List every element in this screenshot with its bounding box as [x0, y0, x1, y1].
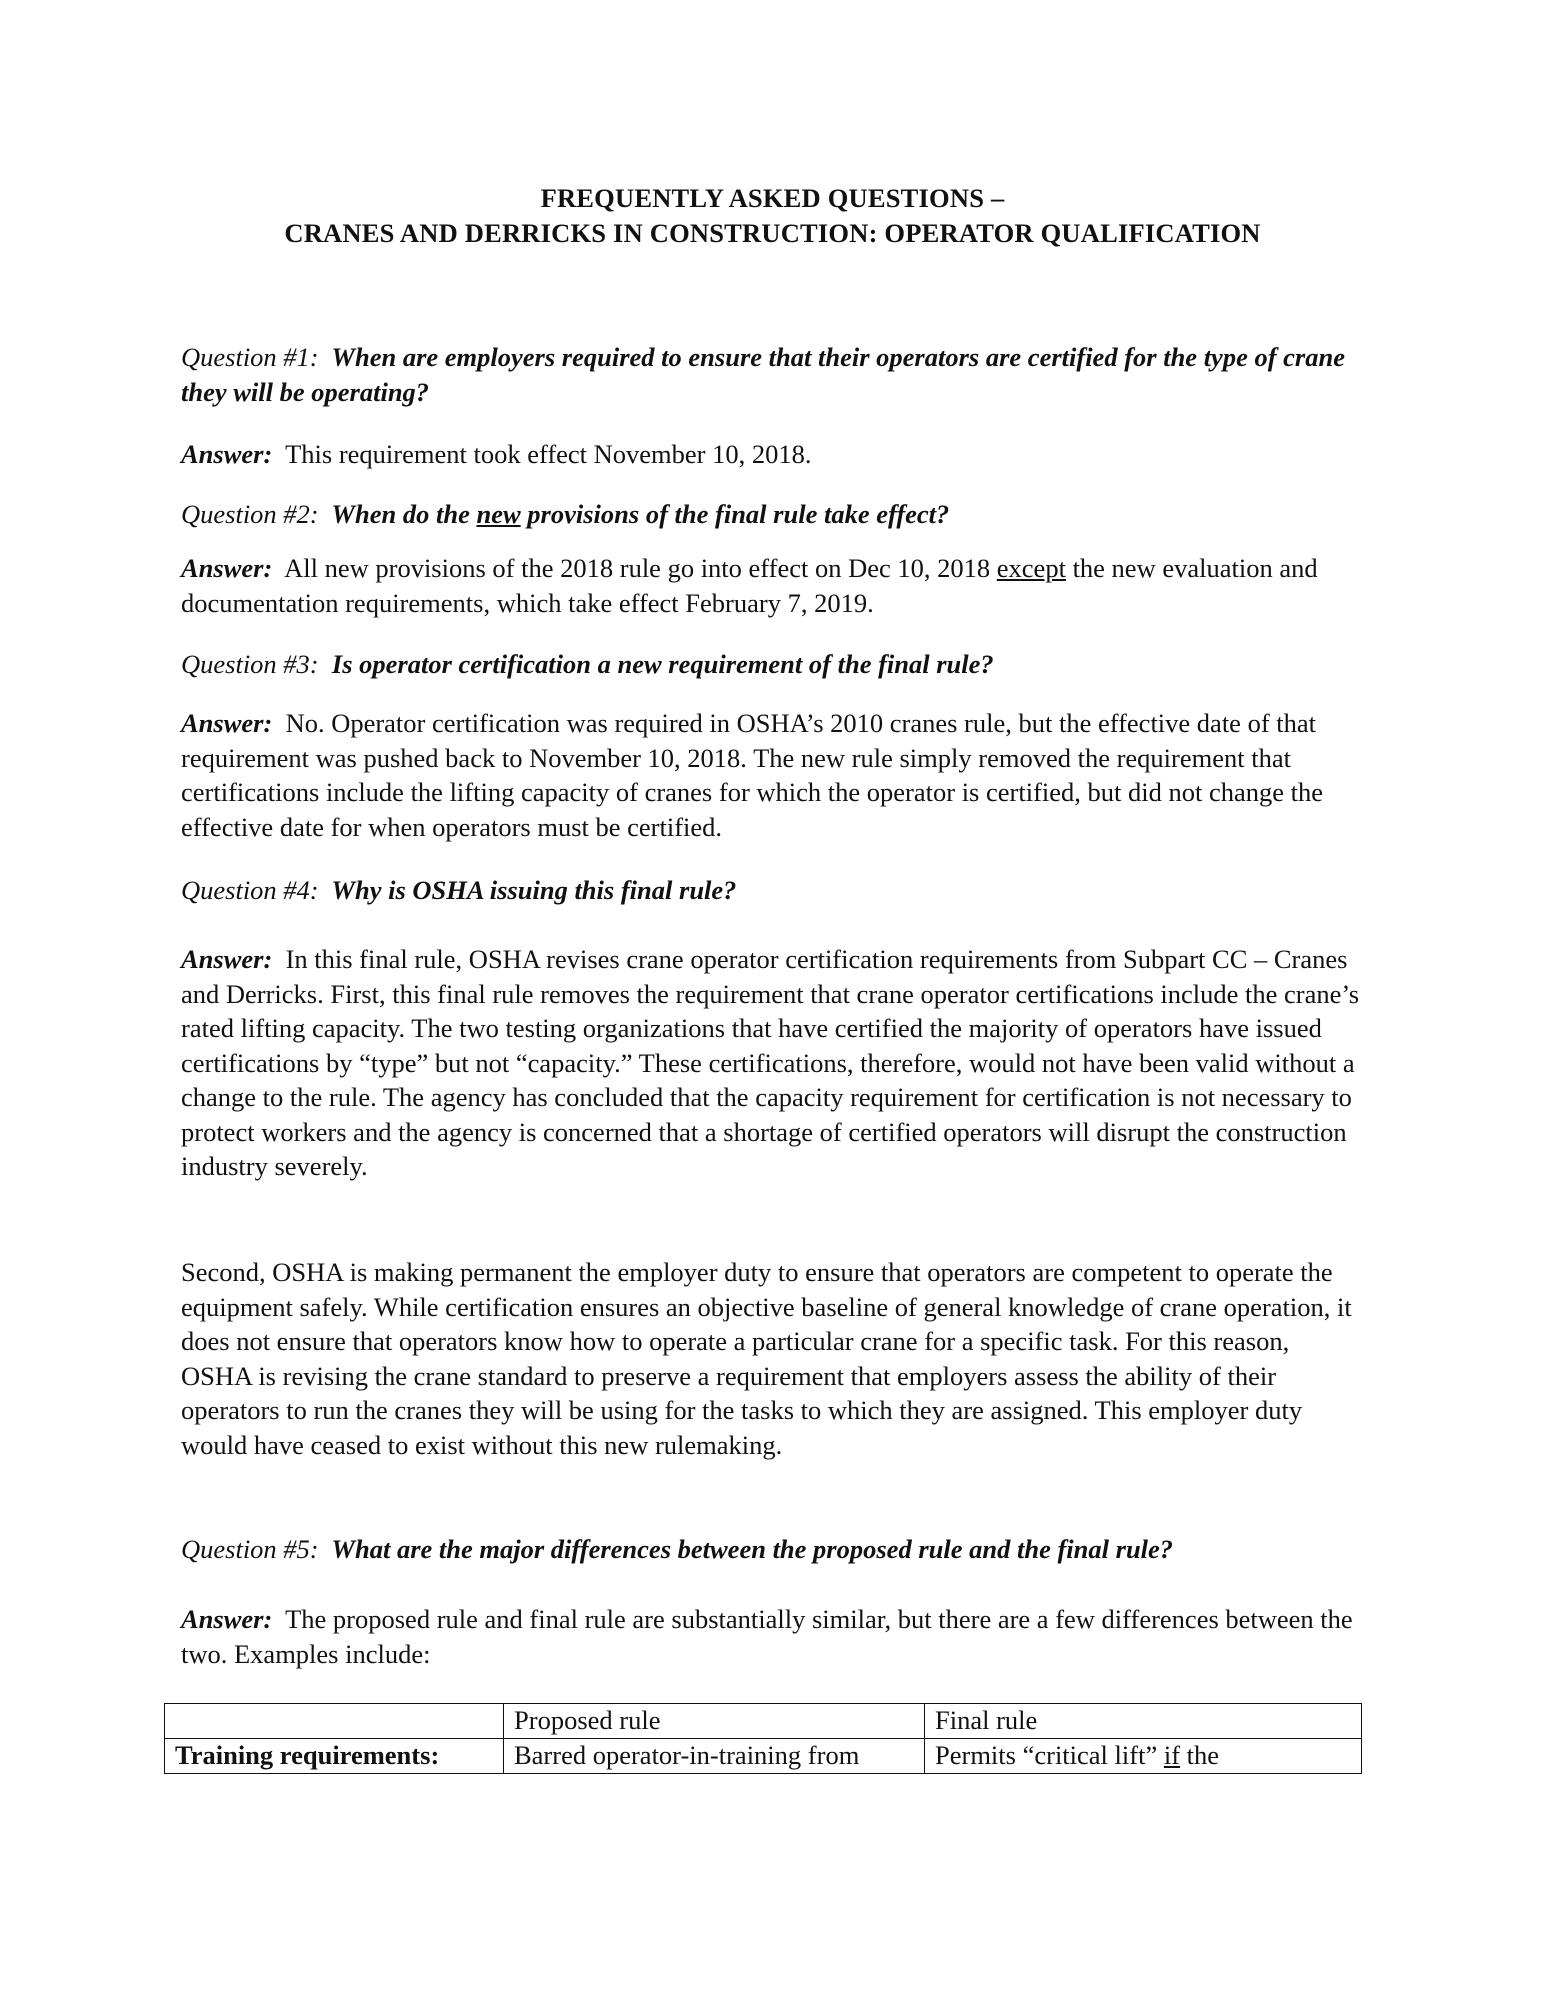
answer-5-text: The proposed rule and final rule are substantially similar, but there are a few differences between the two. Examples include: — [181, 1604, 1353, 1669]
answer-2-text-pre: All new provisions of the 2018 rule go into effect on Dec 10, 2018 — [284, 553, 997, 583]
answer-4-text: In this final rule, OSHA revises crane operator certification requirements from Subpart CC – Cranes and Derricks. First, this final rule removes the requirement that crane operator certifications include the crane’s rated lifting capacity. The two testing organizations that have certified the majority of operators have issued certifications by “type” but not “capacity.” These certifications, therefore, would not have been valid without a change to the rule. The agency has concluded that the capacity requirement for certification is not necessary to protect workers and the agency is concerned that a shortage of certified operators will disrupt the construction industry severely. — [181, 944, 1360, 1181]
document-title-line-2: CRANES AND DERRICKS IN CONSTRUCTION: OPERATOR QUALIFICATION — [284, 218, 1261, 248]
question-5-text: What are the major differences between the proposed rule and the final rule? — [331, 1534, 1174, 1564]
table-row-label-training: Training requirements: — [165, 1739, 504, 1774]
answer-3-label: Answer: — [181, 708, 273, 738]
table-cell-final-training-underlined: if — [1163, 1740, 1181, 1770]
question-1 — [181, 340, 1361, 409]
table-cell-final-training-post: the — [1180, 1740, 1220, 1770]
answer-3 — [181, 706, 1361, 844]
answer-4-label: Answer: — [181, 944, 273, 974]
table-header-final-rule: Final rule — [925, 1704, 1362, 1739]
answer-2-text-underlined: except — [996, 553, 1066, 583]
table-row — [165, 1739, 1362, 1774]
answer-2-text-post: the new evaluation and documentation requirements, which take effect February 7, 2019. — [181, 553, 1318, 618]
question-1-text: When are employers required to ensure that their operators are certified for the type of crane they will be operating? — [181, 342, 1345, 407]
table-header-cell-empty — [165, 1704, 504, 1739]
question-3-label: Question #3: — [181, 649, 319, 679]
question-2-text-post: provisions of the final rule take effect? — [520, 499, 950, 529]
question-5-label: Question #5: — [181, 1534, 319, 1564]
answer-2-label: Answer: — [181, 553, 273, 583]
table-header-proposed-rule: Proposed rule — [504, 1704, 925, 1739]
table-cell-proposed-training: Barred operator-in-training from — [504, 1739, 925, 1774]
question-3 — [181, 647, 1361, 682]
question-4 — [181, 873, 1361, 908]
question-1-label: Question #1: — [181, 342, 319, 372]
answer-4-paragraph-2 — [181, 1255, 1361, 1462]
answer-5 — [181, 1602, 1361, 1671]
question-3-text: Is operator certification a new requirement of the final rule? — [331, 649, 994, 679]
question-2-text-pre: When do the — [331, 499, 477, 529]
answer-4-paragraph-2-text: Second, OSHA is making permanent the employer duty to ensure that operators are competent to operate the equipment safely. While certification ensures an objective baseline of general knowledge of crane operation, it does not ensure that operators know how to operate a particular crane for a specific task. For this reason, OSHA is revising the crane standard to preserve a requirement that employers assess the ability of their operators to run the cranes they will be using for the tasks to which they are assigned. This employer duty would have ceased to exist without this new rulemaking. — [181, 1257, 1352, 1460]
document-title-line-1: FREQUENTLY ASKED QUESTIONS – — [540, 183, 1005, 213]
question-2-text-underlined: new — [476, 499, 521, 529]
answer-5-label: Answer: — [181, 1604, 273, 1634]
answer-4 — [181, 942, 1361, 1184]
answer-1 — [181, 437, 1361, 472]
question-2-label: Question #2: — [181, 499, 319, 529]
table-header-row — [165, 1704, 1362, 1739]
question-4-label: Question #4: — [181, 875, 319, 905]
answer-2 — [181, 551, 1361, 620]
table-cell-final-training — [925, 1739, 1362, 1774]
answer-1-label: Answer: — [181, 439, 273, 469]
question-2 — [181, 497, 1361, 532]
answer-1-text: This requirement took effect November 10, 2018. — [285, 439, 812, 469]
comparison-table — [164, 1703, 1362, 1774]
question-4-text: Why is OSHA issuing this final rule? — [331, 875, 737, 905]
answer-3-text: No. Operator certification was required in OSHA’s 2010 cranes rule, but the effective date of that requirement was pushed back to November 10, 2018. The new rule simply removed the requirement that certifications include the lifting capacity of cranes for which the operator is certified, but did not change the effective date for when operators must be certified. — [181, 708, 1324, 842]
question-5 — [181, 1532, 1361, 1567]
table-cell-final-training-pre: Permits “critical lift” — [935, 1740, 1164, 1770]
